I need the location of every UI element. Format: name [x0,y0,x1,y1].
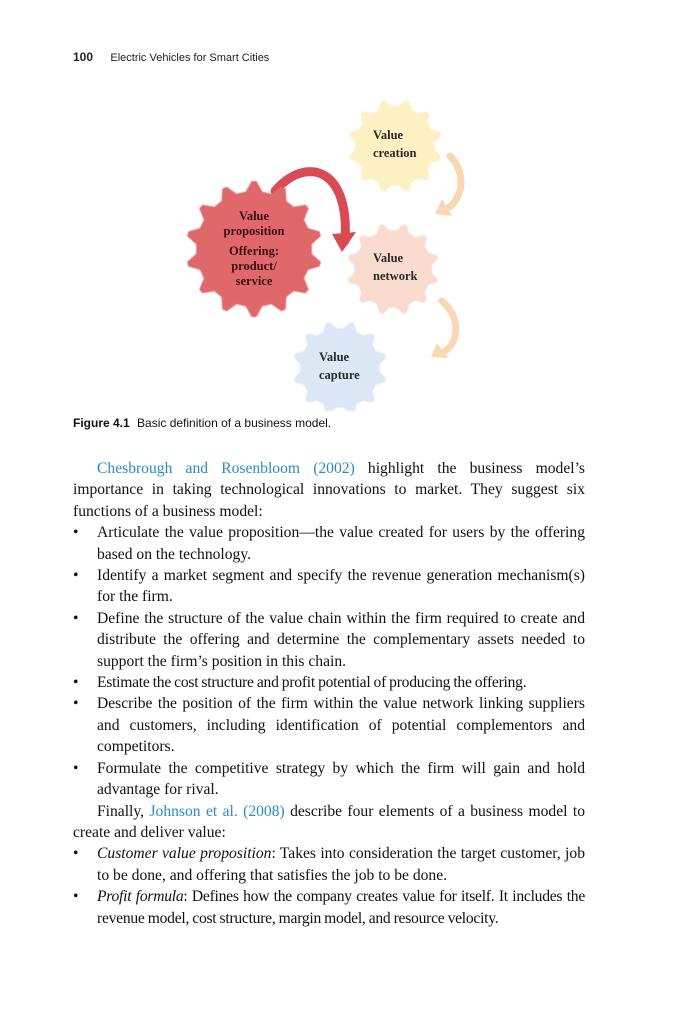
running-title: Electric Vehicles for Smart Cities [110,52,270,64]
figure-caption [73,416,331,430]
list-item: • Estimate the cost structure and profit potential of producing the offering. [73,672,585,693]
creation-to-network-arrow [448,156,461,208]
paragraph-intro-text: highlight the business model’s importance in taking technological innovations to market. They suggest six functions of a business model: [73,460,585,520]
paragraph-lead: Finally, [97,802,150,820]
elements-list [73,843,585,929]
list-item [73,886,585,929]
element-text: : Defines how the company creates value for itself. It includes the revenue model, cost structure, margin model, and resource velocity. [97,888,585,927]
business-model-figure [180,96,480,411]
body-text [73,458,585,929]
gear-capture-shape [294,322,386,411]
network-to-capture-arrow [442,301,456,351]
list-item: • Identify a market segment and specify the revenue generation mechanism(s) for the firm. [73,565,585,608]
list-item [73,843,585,886]
element-text: : Takes into consideration the target customer, job to be done, and offering that satisfies the job to be done. [97,845,585,884]
paragraph-elements [73,801,585,844]
proposition-label-3: Offering: [229,244,279,258]
list-item: • Define the structure of the value chain within the firm required to create and distribute the offering and determine the complementary assets needed to support the firm’s position in this chain. [73,608,585,672]
element-term: Customer value proposition [97,845,272,863]
network-label-2: network [373,269,418,283]
proposition-label-2: proposition [223,224,285,238]
proposition-label-1: Value [238,209,270,223]
proposition-arrowhead [332,232,356,252]
page-number: 100 [73,50,94,64]
gear-diagram [180,96,480,411]
list-item: • Articulate the value proposition—the value created for users by the offering based on the technology. [73,522,585,565]
creation-label-2: creation [373,146,417,160]
proposition-label-4: product/ [231,259,277,273]
network-label-1: Value [373,251,404,265]
page-header [73,50,269,64]
caption-text: Basic definition of a business model. [137,416,332,430]
capture-label-1: Value [319,350,350,364]
capture-label-2: capture [319,368,360,382]
list-item: • Describe the position of the firm within the value network linking suppliers and customers, including identification of potential complementors and competitors. [73,693,585,757]
value-capture-gear [294,322,386,411]
paragraph-elements-text: describe four elements of a business model to create and deliver value: [73,802,585,841]
citation-link[interactable]: Chesbrough and Rosenbloom (2002) [97,460,355,477]
functions-list [73,522,585,800]
proposition-label-5: service [235,274,273,288]
creation-label-1: Value [373,128,404,142]
citation-link[interactable]: Johnson et al. (2008) [149,802,285,820]
paragraph-intro [73,458,585,522]
caption-label: Figure 4.1 [73,416,130,430]
element-term: Profit formula [97,888,184,906]
list-item: • Formulate the competitive strategy by which the firm will gain and hold advantage for rival. [73,758,585,801]
